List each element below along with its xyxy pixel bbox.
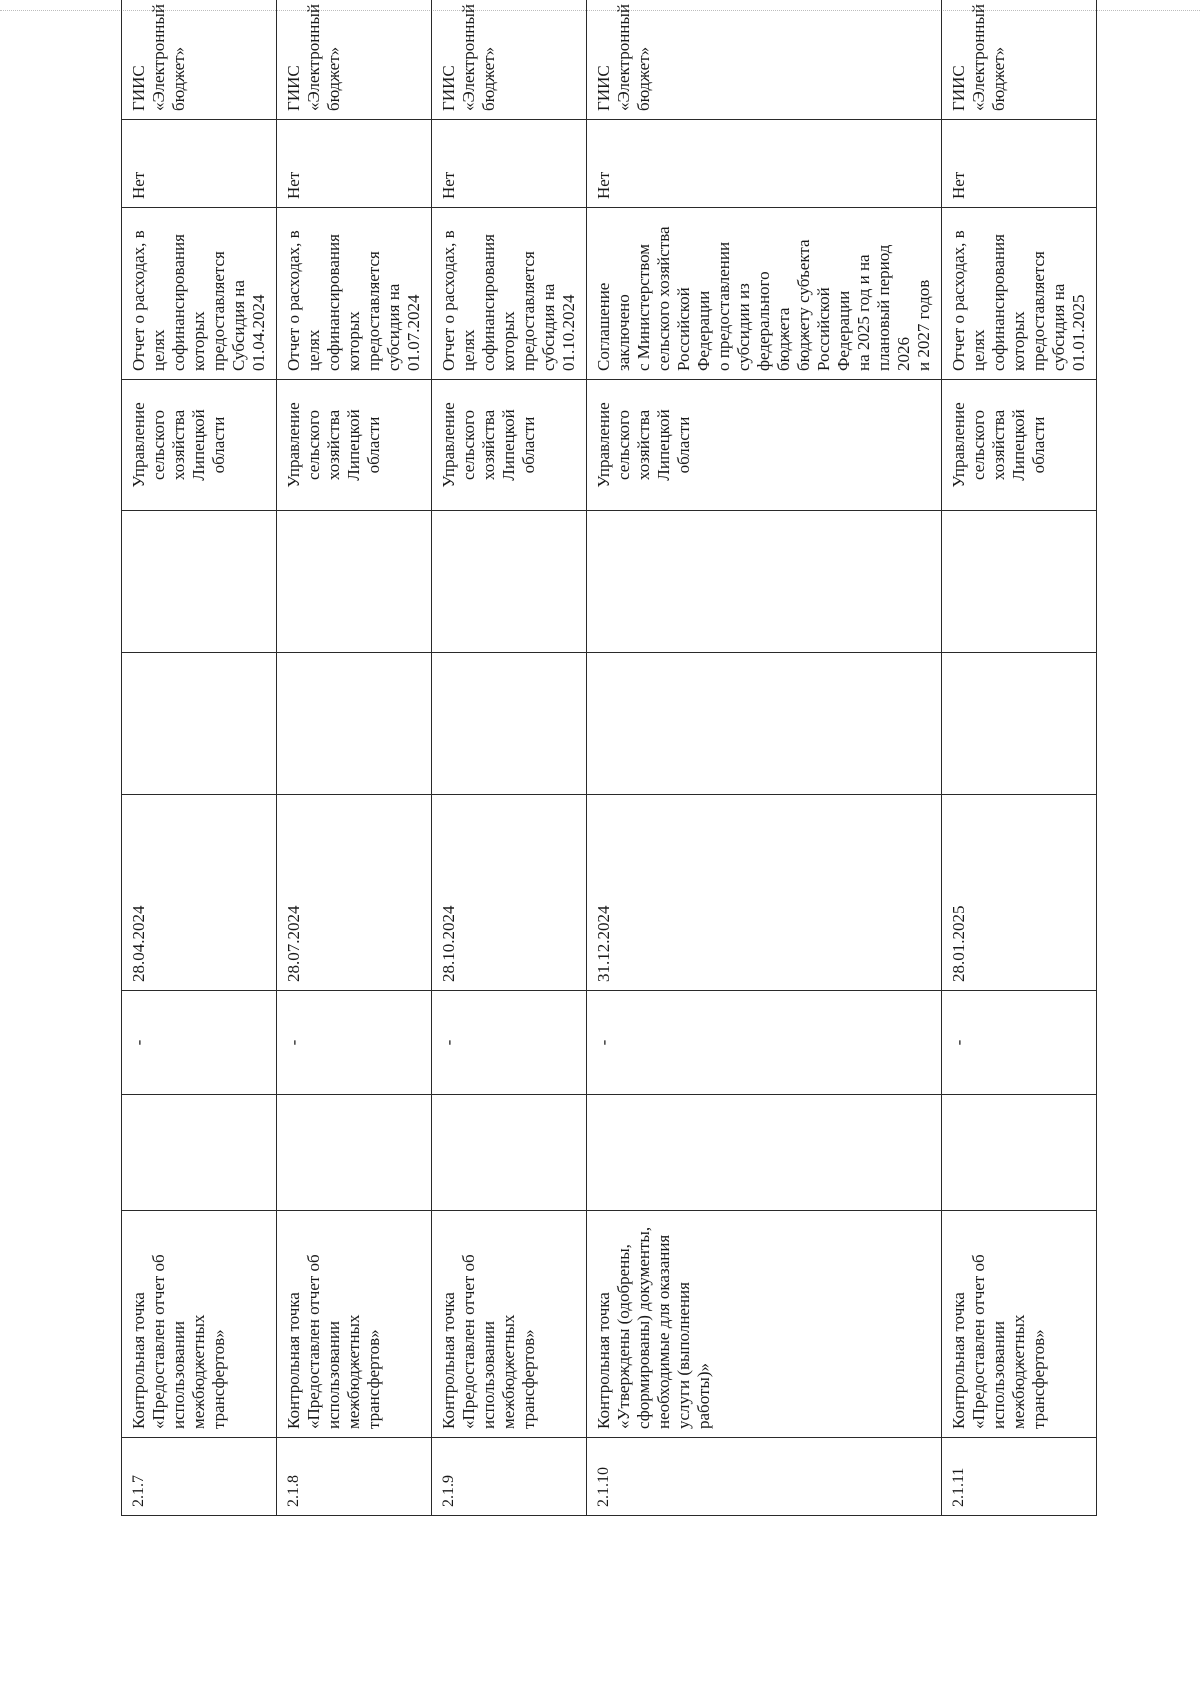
base-value-cell xyxy=(277,1095,432,1211)
start-date-text: - xyxy=(284,1039,303,1046)
type-text: Нет xyxy=(439,171,458,199)
row-number-cell xyxy=(587,1438,942,1516)
info-system-text: ГИИС «Электронный бюджет» xyxy=(439,4,498,111)
responsible-executor-cell xyxy=(277,380,432,511)
due-date-text: 28.07.2024 xyxy=(284,905,303,982)
control-point-name-cell xyxy=(587,1211,942,1438)
empty-cell xyxy=(587,511,942,653)
table-row xyxy=(942,0,1097,1516)
info-system-text: ГИИС «Электронный бюджет» xyxy=(129,4,188,111)
start-date-text: - xyxy=(439,1039,458,1046)
start-date-cell xyxy=(432,991,587,1095)
empty-cell xyxy=(942,653,1097,795)
due-date-cell xyxy=(587,795,942,991)
row-number-text: 2.1.8 xyxy=(285,1475,302,1507)
due-date-text: 31.12.2024 xyxy=(594,905,613,982)
due-date-cell xyxy=(942,795,1097,991)
responsible-executor-cell xyxy=(122,380,277,511)
info-system-cell xyxy=(942,0,1097,120)
empty-cell xyxy=(432,653,587,795)
type-text: Нет xyxy=(594,171,613,199)
start-date-text: - xyxy=(949,1039,968,1046)
table-body xyxy=(122,0,1097,1516)
type-cell xyxy=(587,120,942,208)
evidence-document-cell xyxy=(432,208,587,380)
evidence-document-cell xyxy=(277,208,432,380)
control-point-name-cell xyxy=(432,1211,587,1438)
empty-cell xyxy=(122,511,277,653)
control-point-name-cell xyxy=(277,1211,432,1438)
responsible-executor-cell xyxy=(942,380,1097,511)
info-system-cell xyxy=(587,0,942,120)
base-value-cell xyxy=(122,1095,277,1211)
type-text: Нет xyxy=(129,171,148,199)
row-number-text: 2.1.7 xyxy=(130,1475,147,1507)
info-system-cell xyxy=(432,0,587,120)
due-date-cell xyxy=(432,795,587,991)
row-number-cell xyxy=(277,1438,432,1516)
row-number-text: 2.1.11 xyxy=(950,1467,967,1507)
empty-cell xyxy=(277,511,432,653)
due-date-text: 28.10.2024 xyxy=(439,905,458,982)
evidence-document-cell xyxy=(122,208,277,380)
rotated-page-content xyxy=(121,4,1093,1516)
responsible-executor-text: Управление сельского хозяйства Липецкой области xyxy=(439,402,538,488)
table-row xyxy=(432,0,587,1516)
type-cell xyxy=(122,120,277,208)
info-system-text: ГИИС «Электронный бюджет» xyxy=(284,4,343,111)
start-date-cell xyxy=(587,991,942,1095)
responsible-executor-cell xyxy=(432,380,587,511)
row-number-text: 2.1.10 xyxy=(595,1467,612,1507)
due-date-text: 28.04.2024 xyxy=(129,905,148,982)
control-point-name-cell xyxy=(122,1211,277,1438)
empty-cell xyxy=(122,653,277,795)
empty-cell xyxy=(277,653,432,795)
type-text: Нет xyxy=(284,171,303,199)
evidence-document-text: Отчет о расходах, в целях софинансирования которых предоставляется субсидия на 01.10.2024 xyxy=(439,230,578,371)
type-cell xyxy=(277,120,432,208)
table-row xyxy=(587,0,942,1516)
due-date-cell xyxy=(122,795,277,991)
type-cell xyxy=(432,120,587,208)
responsible-executor-text: Управление сельского хозяйства Липецкой области xyxy=(594,402,693,488)
base-value-cell xyxy=(587,1095,942,1211)
row-number-text: 2.1.9 xyxy=(440,1475,457,1507)
control-point-name-text: Контрольная точка «Предоставлен отчет об использовании межбюджетных трансфертов» xyxy=(949,1254,1048,1429)
control-point-name-text: Контрольная точка «Предоставлен отчет об использовании межбюджетных трансфертов» xyxy=(439,1254,538,1429)
info-system-cell xyxy=(122,0,277,120)
row-number-cell xyxy=(122,1438,277,1516)
control-point-name-text: Контрольная точка «Утверждены (одобрены, сформированы) документы, необходимые для оказания услуги (выполнения работы)» xyxy=(594,1226,713,1429)
start-date-cell xyxy=(122,991,277,1095)
control-point-name-text: Контрольная точка «Предоставлен отчет об использовании межбюджетных трансфертов» xyxy=(284,1254,383,1429)
evidence-document-cell xyxy=(942,208,1097,380)
table-row xyxy=(122,0,277,1516)
control-point-name-cell xyxy=(942,1211,1097,1438)
type-cell xyxy=(942,120,1097,208)
info-system-text: ГИИС «Электронный бюджет» xyxy=(949,4,1008,111)
due-date-text: 28.01.2025 xyxy=(949,905,968,982)
empty-cell xyxy=(432,511,587,653)
responsible-executor-text: Управление сельского хозяйства Липецкой области xyxy=(129,402,228,488)
base-value-cell xyxy=(942,1095,1097,1211)
start-date-cell xyxy=(942,991,1097,1095)
due-date-cell xyxy=(277,795,432,991)
start-date-text: - xyxy=(594,1039,613,1046)
control-points-table xyxy=(121,0,1097,1516)
row-number-cell xyxy=(432,1438,587,1516)
start-date-cell xyxy=(277,991,432,1095)
responsible-executor-text: Управление сельского хозяйства Липецкой области xyxy=(284,402,383,488)
info-system-cell xyxy=(277,0,432,120)
table-row xyxy=(277,0,432,1516)
base-value-cell xyxy=(432,1095,587,1211)
responsible-executor-text: Управление сельского хозяйства Липецкой области xyxy=(949,402,1048,488)
empty-cell xyxy=(942,511,1097,653)
evidence-document-text: Отчет о расходах, в целях софинансирования которых предоставляется Субсидия на 01.04.2024 xyxy=(129,230,268,371)
evidence-document-cell xyxy=(587,208,942,380)
evidence-document-text: Отчет о расходах, в целях софинансирования которых предоставляется субсидия на 01.07.2024 xyxy=(284,230,423,371)
type-text: Нет xyxy=(949,171,968,199)
start-date-text: - xyxy=(129,1039,148,1046)
info-system-text: ГИИС «Электронный бюджет» xyxy=(594,4,653,111)
evidence-document-text: Соглашение заключено с Министерством сельского хозяйства Российской Федерации о предоставлении субсидии из федерального бюджета бюджету субъекта Российской Федерации на 2025 год и на плановый период 2026 и 2027 годов xyxy=(594,226,933,371)
row-number-cell xyxy=(942,1438,1097,1516)
empty-cell xyxy=(587,653,942,795)
control-point-name-text: Контрольная точка «Предоставлен отчет об использовании межбюджетных трансфертов» xyxy=(129,1254,228,1429)
responsible-executor-cell xyxy=(587,380,942,511)
evidence-document-text: Отчет о расходах, в целях софинансирования которых предоставляется субсидия на 01.01.2025 xyxy=(949,230,1088,371)
